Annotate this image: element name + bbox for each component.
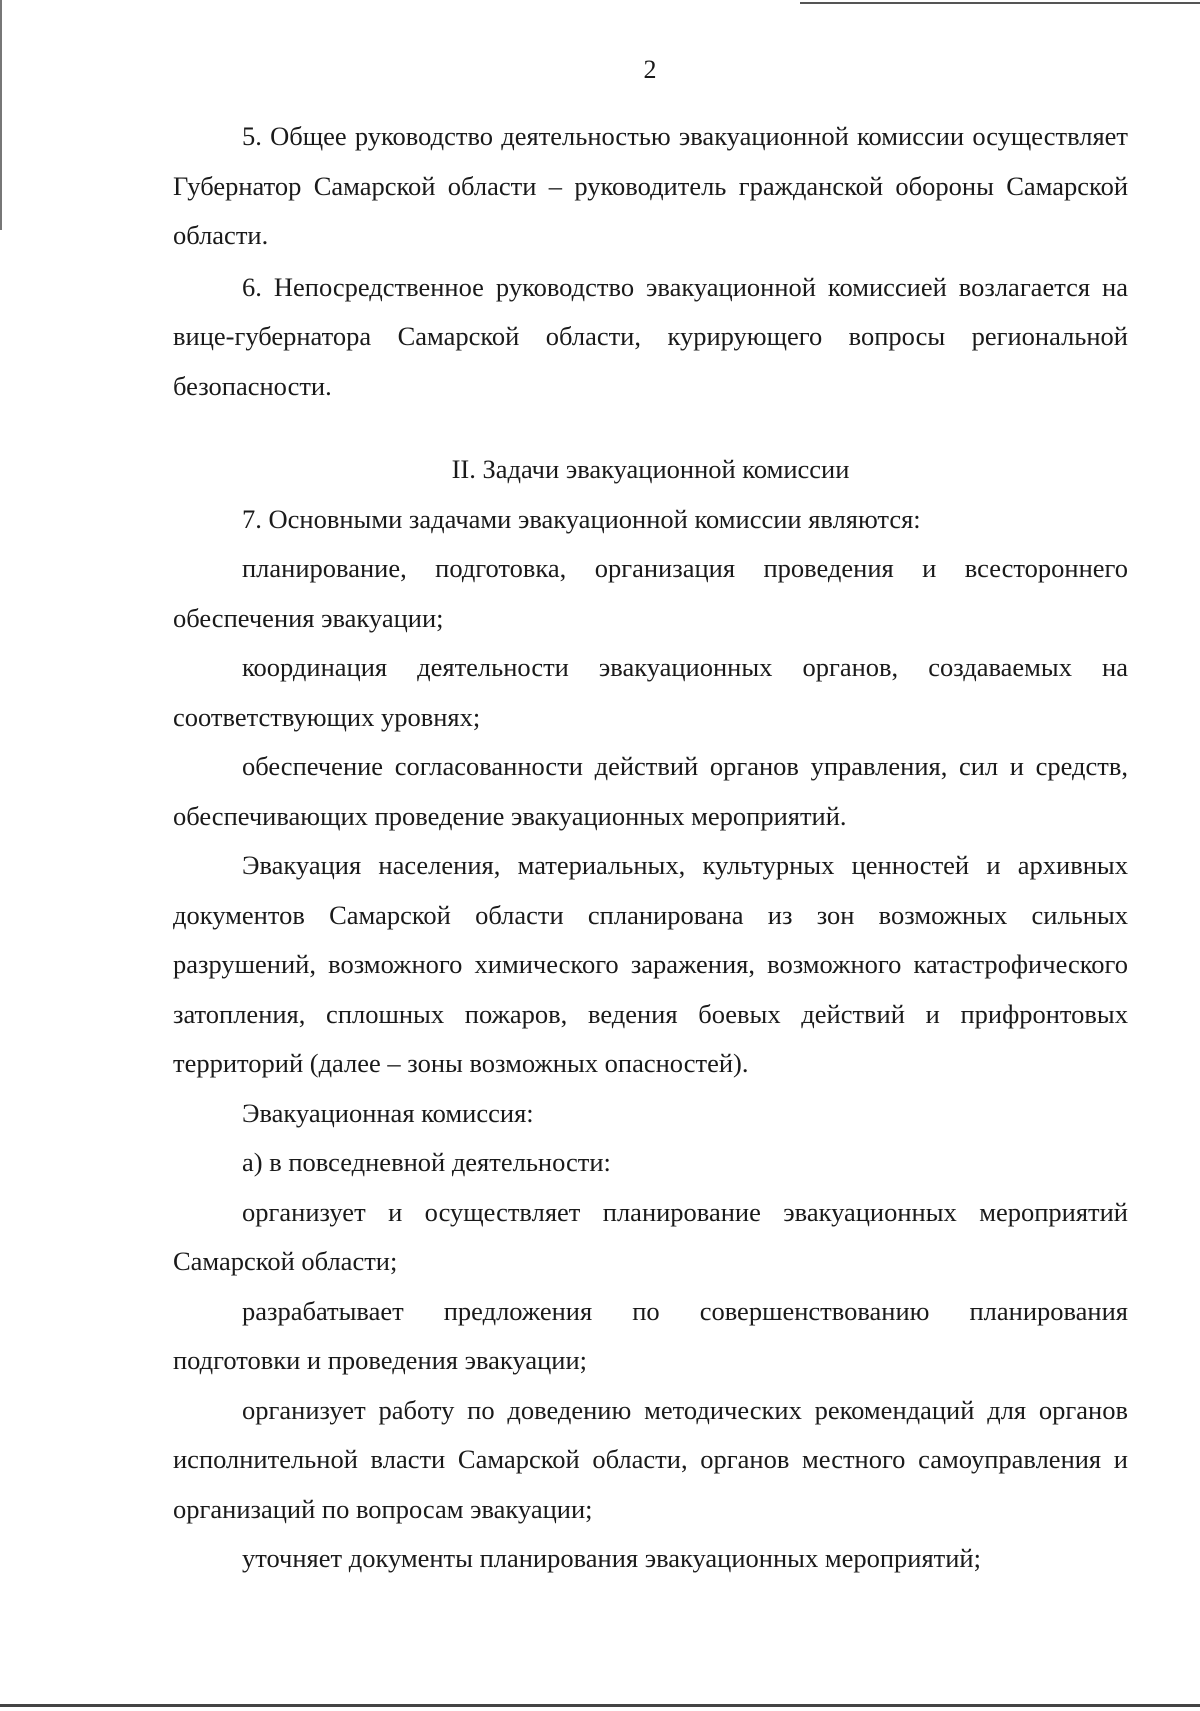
daily-activity-item: организует работу по доведению методических рекомендаций для органов исполнительной власти Самарской области, органов местного самоуправления и организаций по вопросам эвакуации; bbox=[173, 1394, 1128, 1524]
daily-activity-item: разрабатывает предложения по совершенствованию планирования подготовки и проведения эвакуации; bbox=[173, 1295, 1128, 1375]
evacuation-scope-paragraph: Эвакуация населения, материальных, культурных ценностей и архивных документов Самарской области спланирована из зон возможных сильных разрушений, возможного химического заражения, возможного катастрофического затопления, сплошных пожаров, ведения боевых действий и прифронтовых территорий (далее – зоны возможных опасностей). bbox=[173, 850, 1128, 1078]
task-item: координация деятельности эвакуационных органов, создаваемых на соответствующих уровнях; bbox=[173, 652, 1128, 732]
paragraph-7: 7. Основными задачами эвакуационной комиссии являются: bbox=[242, 503, 921, 534]
page-number: 2 bbox=[643, 55, 657, 84]
document-body bbox=[173, 112, 1128, 1584]
daily-activity-heading: а) в повседневной деятельности: bbox=[242, 1147, 611, 1177]
scan-edge-bottom bbox=[0, 1704, 1200, 1707]
scan-edge-top bbox=[800, 2, 1200, 4]
daily-activity-item: организует и осуществляет планирование эвакуационных мероприятий Самарской области; bbox=[173, 1196, 1128, 1276]
scan-edge-left bbox=[0, 0, 2, 230]
paragraph-6: 6. Непосредственное руководство эвакуационной комиссией возлагается на вице-губернатора Самарской области, курирующего вопросы региональной безопасности. bbox=[173, 271, 1128, 401]
task-item: планирование, подготовка, организация проведения и всестороннего обеспечения эвакуации; bbox=[173, 553, 1128, 633]
task-item: обеспечение согласованности действий органов управления, сил и средств, обеспечивающих проведение эвакуационных мероприятий. bbox=[173, 751, 1128, 831]
daily-activity-item: уточняет документы планирования эвакуационных мероприятий; bbox=[242, 1543, 981, 1573]
section-heading: II. Задачи эвакуационной комиссии bbox=[451, 454, 850, 484]
commission-intro: Эвакуационная комиссия: bbox=[242, 1097, 534, 1128]
paragraph-5: 5. Общее руководство деятельностью эвакуационной комиссии осуществляет Губернатор Самарской области – руководитель гражданской обороны Самарской области. bbox=[173, 121, 1128, 250]
